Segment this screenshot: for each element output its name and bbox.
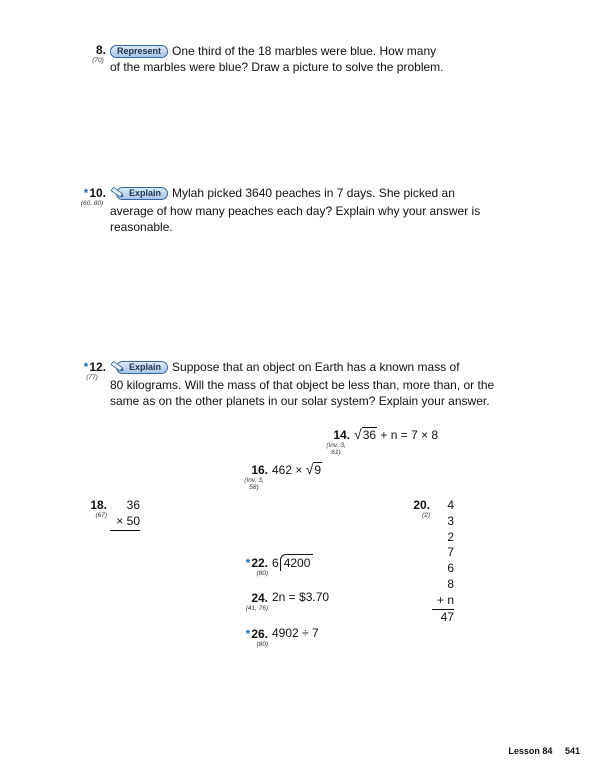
radicand: 36 — [362, 428, 377, 442]
problem-18-multiplication — [110, 498, 140, 531]
star-marker: * — [245, 627, 251, 641]
divisor: 6 — [272, 556, 279, 570]
problem-text-line: reasonable. — [110, 220, 173, 234]
lesson-reference: (Inv. 3, — [326, 442, 346, 449]
problem-8 — [90, 43, 106, 64]
problem-14 — [322, 428, 350, 456]
problem-text-line: same as on the other planets in our solar system? Explain your answer. — [110, 394, 490, 408]
multiplicand: 36 — [126, 498, 140, 512]
problem-14-expression — [354, 426, 438, 443]
page-footer — [490, 746, 580, 756]
problem-text-line: average of how many peaches each day? Explain why your answer is — [110, 204, 481, 218]
addend-unknown: + n — [432, 593, 454, 610]
lesson-reference: (80) — [256, 641, 268, 648]
multiplier: × 50 — [110, 514, 140, 531]
problem-number: 26. — [251, 627, 268, 641]
lesson-reference: (60, 80) — [80, 200, 104, 207]
star-marker: * — [245, 556, 251, 570]
problem-18 — [85, 498, 107, 519]
problem-26-expression: 4902 ÷ 7 — [272, 626, 319, 640]
radicand: 9 — [314, 463, 322, 477]
lesson-reference: (80) — [256, 570, 268, 577]
problem-24 — [238, 591, 268, 612]
lesson-reference: 58) — [249, 484, 259, 491]
addend: 6 — [447, 561, 454, 576]
problem-16 — [240, 463, 268, 491]
problem-text-line: Mylah picked 3640 peaches in 7 days. She picked an — [172, 186, 455, 200]
problem-number: 22. — [251, 556, 268, 570]
problem-12-text — [110, 359, 540, 409]
lesson-reference: (Inv. 3, — [244, 477, 264, 484]
problem-number: 24. — [251, 591, 268, 605]
problem-12 — [78, 360, 106, 381]
problem-number: 10. — [89, 186, 106, 200]
addend: 8 — [447, 576, 454, 591]
problem-text-line: of the marbles were blue? Draw a picture to solve the problem. — [110, 60, 444, 74]
problem-text-line: One third of the 18 marbles were blue. How many — [172, 44, 437, 58]
problem-20 — [408, 498, 430, 519]
problem-26 — [238, 627, 268, 648]
lesson-reference: 61) — [331, 449, 341, 456]
dividend: 4200 — [283, 556, 311, 570]
problem-text-line: Suppose that an object on Earth has a known mass of — [172, 360, 460, 374]
explain-badge: Explain — [116, 361, 168, 374]
star-marker: * — [83, 360, 89, 374]
lesson-reference: (2) — [422, 512, 430, 519]
pencil-icon — [110, 361, 126, 377]
lesson-reference: (67) — [95, 512, 107, 519]
lesson-label: Lesson 84 — [508, 746, 553, 756]
problem-20-addition — [432, 498, 454, 625]
page-number: 541 — [564, 746, 580, 756]
lesson-reference: (41, 76) — [245, 605, 268, 612]
addend: 7 — [447, 545, 454, 560]
problem-text-line: 80 kilograms. Will the mass of that object be less than, more than, or the — [110, 378, 495, 392]
problem-number: 16. — [251, 463, 268, 477]
problem-22-long-division — [272, 554, 313, 571]
expression-lead: 462 × — [272, 463, 303, 477]
problem-22 — [238, 556, 268, 577]
radical-icon: √ — [354, 426, 362, 442]
expression-rest: + n = 7 × 8 — [380, 428, 439, 442]
problem-number: 18. — [90, 498, 107, 512]
addend: 3 — [447, 513, 454, 528]
addend: 2 — [447, 529, 454, 544]
problem-number: 14. — [333, 428, 350, 442]
problem-number: 12. — [89, 360, 106, 374]
problem-10-text — [110, 185, 530, 235]
represent-badge: Represent — [110, 45, 168, 58]
division-bracket — [280, 554, 314, 571]
radical-icon: √ — [305, 461, 314, 477]
pencil-icon — [110, 187, 126, 203]
problem-24-expression: 2n = $3.70 — [272, 590, 330, 604]
star-marker: * — [83, 186, 89, 200]
addend: 4 — [447, 498, 454, 512]
lesson-reference: (77) — [86, 374, 98, 381]
explain-badge: Explain — [116, 187, 168, 200]
lesson-reference: (70) — [92, 57, 104, 64]
problem-number: 20. — [413, 498, 430, 512]
sum: 47 — [440, 609, 454, 624]
problem-16-expression — [272, 461, 322, 478]
problem-number: 8. — [95, 43, 106, 57]
problem-8-text — [110, 43, 510, 75]
problem-10 — [78, 186, 106, 207]
